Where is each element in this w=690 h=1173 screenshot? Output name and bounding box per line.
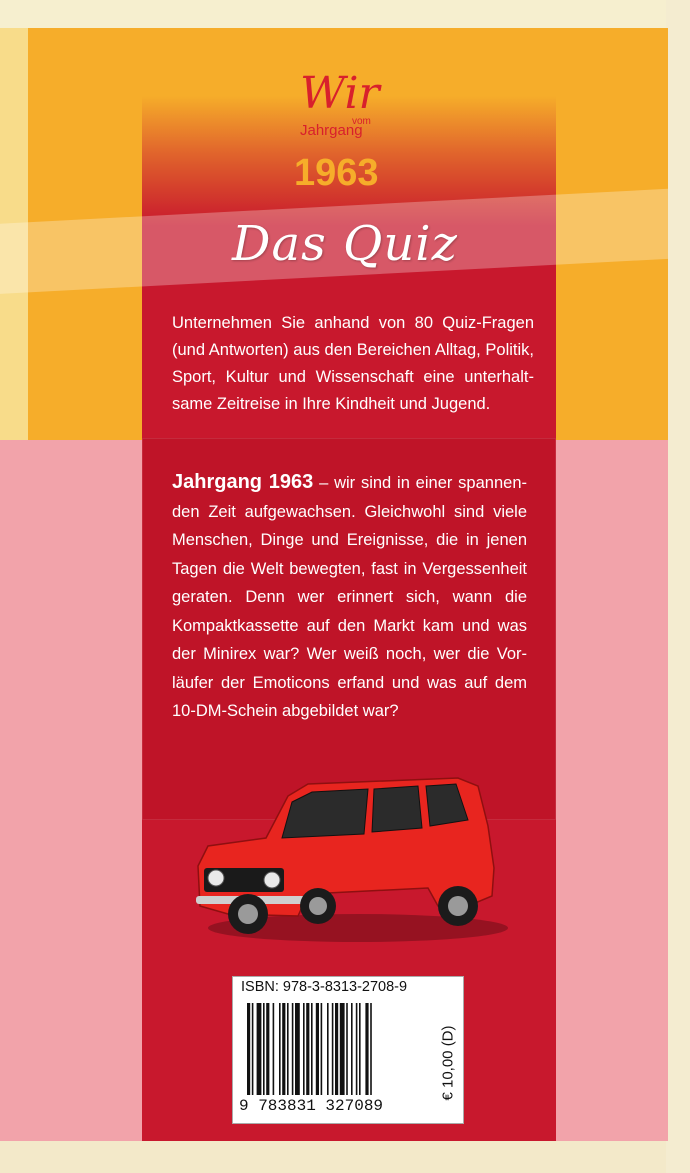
barcode-bar xyxy=(321,1003,323,1095)
logo-year: 1963 xyxy=(294,152,379,194)
barcode-bar xyxy=(316,1003,319,1095)
body-paragraph xyxy=(172,468,527,726)
intro-paragraph: Unternehmen Sie anhand von 80 Quiz-Fragen (und Antworten) aus den Bereichen Alltag, Politik, Sport, Kultur und Wissenschaft eine unterhaltsame Zeitreise in Ihre Kindheit und Jugend. xyxy=(172,314,534,413)
pink-band-right xyxy=(556,440,668,1141)
barcode-bar xyxy=(263,1003,265,1095)
body-text: – wir sind in einer spannenden Zeit aufgewachsen. Gleichwohl sind viele Menschen, Dinge und Ereignisse, die in jenen Tagen die Welt bewegten, fast in Vergessenheit geraten. Denn wer erinnert sich, wann die Kompaktkassette auf den Markt kam und was der Minirex war? Wer weiß noch, wer die Vorläufer der Emoticons erfand und was auf dem 10-DM-Schein abgebildet war? xyxy=(172,474,527,720)
barcode-bar xyxy=(266,1003,269,1095)
barcode-bar xyxy=(370,1003,372,1095)
logo-jahrgang: Jahrgang xyxy=(300,122,363,139)
barcode-bar xyxy=(279,1003,281,1095)
barcode-digits: 9 783831 327089 xyxy=(239,1097,384,1115)
isbn-barcode-box xyxy=(232,976,464,1124)
barcode-bar xyxy=(306,1003,309,1095)
isbn-label: ISBN: 978-3-8313-2708-9 xyxy=(241,979,408,995)
barcode-bar xyxy=(311,1003,313,1095)
barcode-bar xyxy=(292,1003,294,1095)
barcode-bar xyxy=(359,1003,361,1095)
barcode-bar xyxy=(346,1003,348,1095)
logo-vom: vom xyxy=(352,116,371,127)
logo-wir: Wir xyxy=(300,68,380,119)
barcode-bar xyxy=(335,1003,338,1095)
barcode-bar xyxy=(340,1003,345,1095)
barcode-bar xyxy=(351,1003,353,1095)
barcode-bar xyxy=(327,1003,329,1095)
price-label-box xyxy=(433,1007,463,1119)
barcode-bar xyxy=(287,1003,289,1095)
barcode-bar xyxy=(282,1003,285,1095)
book-back-cover xyxy=(0,28,668,1141)
barcode-bar xyxy=(356,1003,358,1095)
page-edge-right xyxy=(666,0,690,1173)
barcode-bar xyxy=(365,1003,368,1095)
barcode-bar xyxy=(257,1003,262,1095)
car-icon xyxy=(188,756,508,946)
pink-band-left xyxy=(0,440,142,1141)
barcode-bar xyxy=(295,1003,300,1095)
barcode-icon xyxy=(245,1003,425,1095)
barcode-bar xyxy=(273,1003,275,1095)
barcode-bar xyxy=(303,1003,305,1095)
barcode-bar xyxy=(332,1003,334,1095)
barcode-bar xyxy=(247,1003,250,1095)
barcode-bar xyxy=(252,1003,254,1095)
page-edge-top xyxy=(0,0,690,28)
price-label: € 10,00 (D) xyxy=(439,1025,457,1101)
body-lead: Jahrgang 1963 xyxy=(172,471,314,493)
quiz-title: Das Quiz xyxy=(232,216,458,272)
